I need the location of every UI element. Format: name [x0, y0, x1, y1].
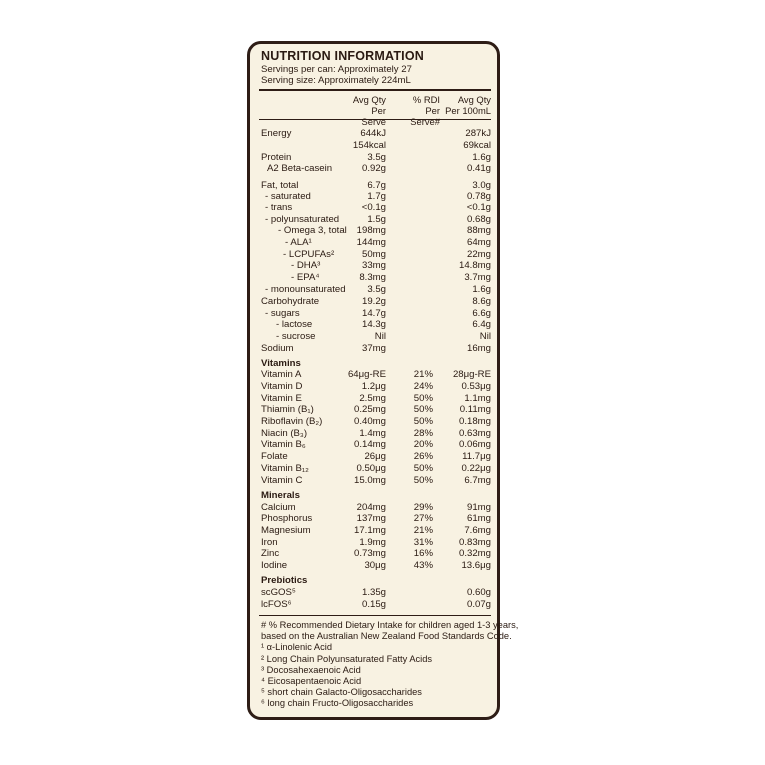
- row-label: - saturated: [265, 191, 311, 202]
- avg-qty-per-100ml: 1.6g: [472, 284, 491, 295]
- table-row: [250, 548, 497, 560]
- avg-qty-per-100ml: 0.06mg: [459, 439, 491, 450]
- avg-qty-per-serve: 15.0mg: [354, 475, 386, 486]
- table-row: [250, 513, 497, 525]
- table-row: [250, 331, 497, 343]
- row-label: lcFOS⁶: [261, 599, 292, 610]
- avg-qty-per-serve: 1.35g: [361, 587, 386, 598]
- table-row: [250, 381, 497, 393]
- row-label: Vitamin A: [261, 369, 302, 380]
- avg-qty-per-serve: 1.4mg: [359, 428, 386, 439]
- row-label: Minerals: [261, 490, 300, 501]
- row-label: Vitamin D: [261, 381, 303, 392]
- row-label: Phosphorus: [261, 513, 313, 524]
- avg-qty-per-serve: 154kcal: [352, 140, 386, 151]
- table-row: [250, 260, 497, 272]
- panel-title: NUTRITION INFORMATION: [261, 49, 424, 63]
- table-row: [250, 225, 497, 237]
- rdi-per-serve: 50%: [413, 393, 433, 404]
- avg-qty-per-100ml: 0.07g: [466, 599, 491, 610]
- footnote: # % Recommended Dietary Intake for children aged 1-3 years,: [261, 620, 519, 630]
- rdi-per-serve: 21%: [413, 369, 433, 380]
- avg-qty-per-serve: 37mg: [362, 343, 386, 354]
- avg-qty-per-100ml: 0.60g: [466, 587, 491, 598]
- avg-qty-per-serve: 0.15g: [361, 599, 386, 610]
- rdi-per-serve: 16%: [413, 548, 433, 559]
- avg-qty-per-100ml: 64mg: [467, 237, 491, 248]
- row-label: Prebiotics: [261, 575, 308, 586]
- avg-qty-per-serve: 50mg: [362, 249, 386, 260]
- avg-qty-per-serve: 1.9mg: [359, 537, 386, 548]
- avg-qty-per-100ml: 69kcal: [463, 140, 491, 151]
- row-label: Vitamin C: [261, 475, 303, 486]
- avg-qty-per-serve: 6.7g: [367, 180, 386, 191]
- avg-qty-per-100ml: Nil: [479, 331, 491, 342]
- table-row: [250, 163, 497, 175]
- table-row: [250, 599, 497, 611]
- avg-qty-per-serve: 33mg: [362, 260, 386, 271]
- table-row: [250, 237, 497, 249]
- avg-qty-per-100ml: <0.1g: [466, 202, 491, 213]
- row-label: Vitamin E: [261, 393, 302, 404]
- table-row: [250, 369, 497, 381]
- row-label: - monounsaturated: [265, 284, 346, 295]
- rdi-per-serve: 24%: [413, 381, 433, 392]
- avg-qty-per-serve: 19.2g: [361, 296, 386, 307]
- rdi-per-serve: 31%: [413, 537, 433, 548]
- avg-qty-per-100ml: 3.0g: [472, 180, 491, 191]
- avg-qty-per-100ml: 3.7mg: [464, 272, 491, 283]
- serving-size: Serving size: Approximately 224mL: [261, 75, 411, 86]
- avg-qty-per-100ml: 13.6μg: [461, 560, 491, 571]
- row-label: - polyunsaturated: [265, 214, 340, 225]
- row-label: - Omega 3, total: [278, 225, 347, 236]
- table-row: [250, 525, 497, 537]
- avg-qty-per-100ml: 0.32mg: [459, 548, 491, 559]
- avg-qty-per-100ml: 0.22μg: [461, 463, 491, 474]
- avg-qty-per-100ml: 6.6g: [472, 308, 491, 319]
- avg-qty-per-serve: 1.5g: [367, 214, 386, 225]
- header-avg-qty-100ml: Avg Qty Per 100mL: [445, 94, 491, 116]
- row-label: Energy: [261, 128, 292, 139]
- avg-qty-per-100ml: 28μg-RE: [452, 369, 491, 380]
- avg-qty-per-100ml: 6.7mg: [464, 475, 491, 486]
- row-label: - ALA¹: [285, 237, 312, 248]
- avg-qty-per-100ml: 0.41g: [466, 163, 491, 174]
- rdi-per-serve: 50%: [413, 404, 433, 415]
- avg-qty-per-100ml: 0.83mg: [459, 537, 491, 548]
- avg-qty-per-100ml: 6.4g: [472, 319, 491, 330]
- avg-qty-per-100ml: 16mg: [467, 343, 491, 354]
- avg-qty-per-100ml: 0.63mg: [459, 428, 491, 439]
- table-row: [250, 587, 497, 599]
- avg-qty-per-100ml: 22mg: [467, 249, 491, 260]
- avg-qty-per-serve: 3.5g: [367, 152, 386, 163]
- avg-qty-per-serve: 0.92g: [361, 163, 386, 174]
- row-label: Fat, total: [261, 180, 299, 191]
- avg-qty-per-100ml: 0.78g: [466, 191, 491, 202]
- servings-per-can: Servings per can: Approximately 27: [261, 64, 412, 75]
- avg-qty-per-100ml: 0.18mg: [459, 416, 491, 427]
- avg-qty-per-100ml: 287kJ: [465, 128, 491, 139]
- avg-qty-per-100ml: 61mg: [467, 513, 491, 524]
- avg-qty-per-100ml: 88mg: [467, 225, 491, 236]
- table-row: [250, 140, 497, 152]
- avg-qty-per-serve: 0.50μg: [356, 463, 386, 474]
- row-label: Sodium: [261, 343, 294, 354]
- avg-qty-per-serve: 14.3g: [361, 319, 386, 330]
- rdi-per-serve: 20%: [413, 439, 433, 450]
- table-row: [250, 463, 497, 475]
- avg-qty-per-100ml: 1.6g: [472, 152, 491, 163]
- avg-qty-per-serve: 8.3mg: [359, 272, 386, 283]
- avg-qty-per-100ml: 11.7μg: [462, 451, 491, 462]
- row-label: - sucrose: [276, 331, 316, 342]
- table-row: [250, 439, 497, 451]
- nutrition-panel: [247, 41, 519, 720]
- avg-qty-per-serve: 0.14mg: [354, 439, 386, 450]
- footnotes: [261, 620, 519, 710]
- table-row: [250, 296, 497, 308]
- row-label: Protein: [261, 152, 292, 163]
- row-label: - sugars: [265, 308, 300, 319]
- avg-qty-per-serve: 137mg: [356, 513, 386, 524]
- avg-qty-per-serve: 3.5g: [367, 284, 386, 295]
- footnote: ² Long Chain Polyunsaturated Fatty Acids: [261, 653, 433, 664]
- table-row: [250, 284, 497, 296]
- avg-qty-per-serve: 0.73mg: [354, 548, 386, 559]
- rdi-per-serve: 50%: [413, 463, 433, 474]
- rdi-per-serve: 27%: [413, 513, 433, 524]
- footnote: ⁴ Eicosapentaenoic Acid: [261, 676, 362, 687]
- avg-qty-per-serve: 14.7g: [361, 308, 386, 319]
- row-label: Iron: [261, 537, 278, 548]
- avg-qty-per-serve: 198mg: [356, 225, 386, 236]
- row-label: Carbohydrate: [261, 296, 320, 307]
- table-row: [250, 404, 497, 416]
- section-heading: [250, 575, 497, 587]
- divider: [259, 89, 491, 91]
- header-divider: [259, 119, 491, 120]
- footnote: ³ Docosahexaenoic Acid: [261, 664, 361, 675]
- table-row: [250, 272, 497, 284]
- table-row: [250, 416, 497, 428]
- row-label: scGOS⁵: [261, 587, 296, 598]
- rdi-per-serve: 50%: [413, 475, 433, 486]
- row-label: Vitamins: [261, 358, 301, 369]
- rdi-per-serve: 21%: [413, 525, 433, 536]
- avg-qty-per-100ml: 1.1mg: [464, 393, 491, 404]
- row-label: - EPA⁴: [291, 272, 320, 283]
- row-label: Vitamin B₁₂: [261, 463, 309, 474]
- header-rdi: % RDI Per Serve#: [410, 94, 440, 127]
- row-label: Thiamin (B₁): [261, 404, 314, 415]
- avg-qty-per-100ml: 8.6g: [472, 296, 491, 307]
- table-row: [250, 319, 497, 331]
- avg-qty-per-100ml: 14.8mg: [459, 260, 491, 271]
- row-label: - DHA³: [291, 260, 321, 271]
- table-row: [250, 202, 497, 214]
- row-label: Magnesium: [261, 525, 311, 536]
- row-label: - LCPUFAs²: [283, 249, 335, 260]
- avg-qty-per-serve: 1.7g: [367, 191, 386, 202]
- row-label: Riboflavin (B₂): [261, 416, 323, 427]
- rdi-per-serve: 50%: [413, 416, 433, 427]
- footnote: ⁵ short chain Galacto-Oligosaccharides: [261, 687, 422, 698]
- avg-qty-per-serve: 17.1mg: [354, 525, 386, 536]
- avg-qty-per-serve: 0.40mg: [354, 416, 386, 427]
- table-row: [250, 451, 497, 463]
- rdi-per-serve: 43%: [413, 560, 433, 571]
- section-heading: [250, 490, 497, 502]
- table-row: [250, 475, 497, 487]
- footnote-divider: [259, 615, 491, 616]
- row-label: Zinc: [261, 548, 280, 559]
- avg-qty-per-serve: 644kJ: [360, 128, 386, 139]
- row-label: Niacin (B₃): [261, 428, 308, 439]
- avg-qty-per-serve: 204mg: [356, 502, 386, 513]
- row-label: Vitamin B₆: [261, 439, 306, 450]
- avg-qty-per-100ml: 0.68g: [466, 214, 491, 225]
- row-label: A2 Beta-casein: [267, 163, 333, 174]
- avg-qty-per-serve: 30μg: [364, 560, 386, 571]
- footnote: based on the Australian New Zealand Food Standards Code.: [261, 631, 512, 642]
- avg-qty-per-serve: 2.5mg: [359, 393, 386, 404]
- rdi-per-serve: 29%: [413, 502, 433, 513]
- footnote: ⁶ long chain Fructo-Oligosaccharides: [261, 698, 414, 709]
- avg-qty-per-100ml: 7.6mg: [464, 525, 491, 536]
- avg-qty-per-100ml: 0.11mg: [459, 404, 491, 415]
- table-row: [250, 560, 497, 572]
- header-avg-qty-serve: Avg Qty Per Serve: [352, 94, 386, 127]
- avg-qty-per-serve: <0.1g: [361, 202, 386, 213]
- avg-qty-per-serve: 0.25mg: [354, 404, 386, 415]
- footnote: ¹ α-Linolenic Acid: [261, 642, 333, 653]
- avg-qty-per-100ml: 0.53μg: [461, 381, 491, 392]
- row-label: - trans: [265, 202, 293, 213]
- avg-qty-per-serve: 144mg: [356, 237, 386, 248]
- avg-qty-per-serve: Nil: [374, 331, 386, 342]
- row-label: Folate: [261, 451, 288, 462]
- table-row: [250, 128, 497, 140]
- row-label: - lactose: [276, 319, 313, 330]
- row-label: Calcium: [261, 502, 296, 513]
- rdi-per-serve: 26%: [413, 451, 433, 462]
- avg-qty-per-100ml: 91mg: [467, 502, 491, 513]
- table-row: [250, 343, 497, 355]
- rdi-per-serve: 28%: [413, 428, 433, 439]
- avg-qty-per-serve: 1.2μg: [361, 381, 386, 392]
- row-label: Iodine: [261, 560, 288, 571]
- avg-qty-per-serve: 64μg-RE: [347, 369, 386, 380]
- avg-qty-per-serve: 26μg: [364, 451, 386, 462]
